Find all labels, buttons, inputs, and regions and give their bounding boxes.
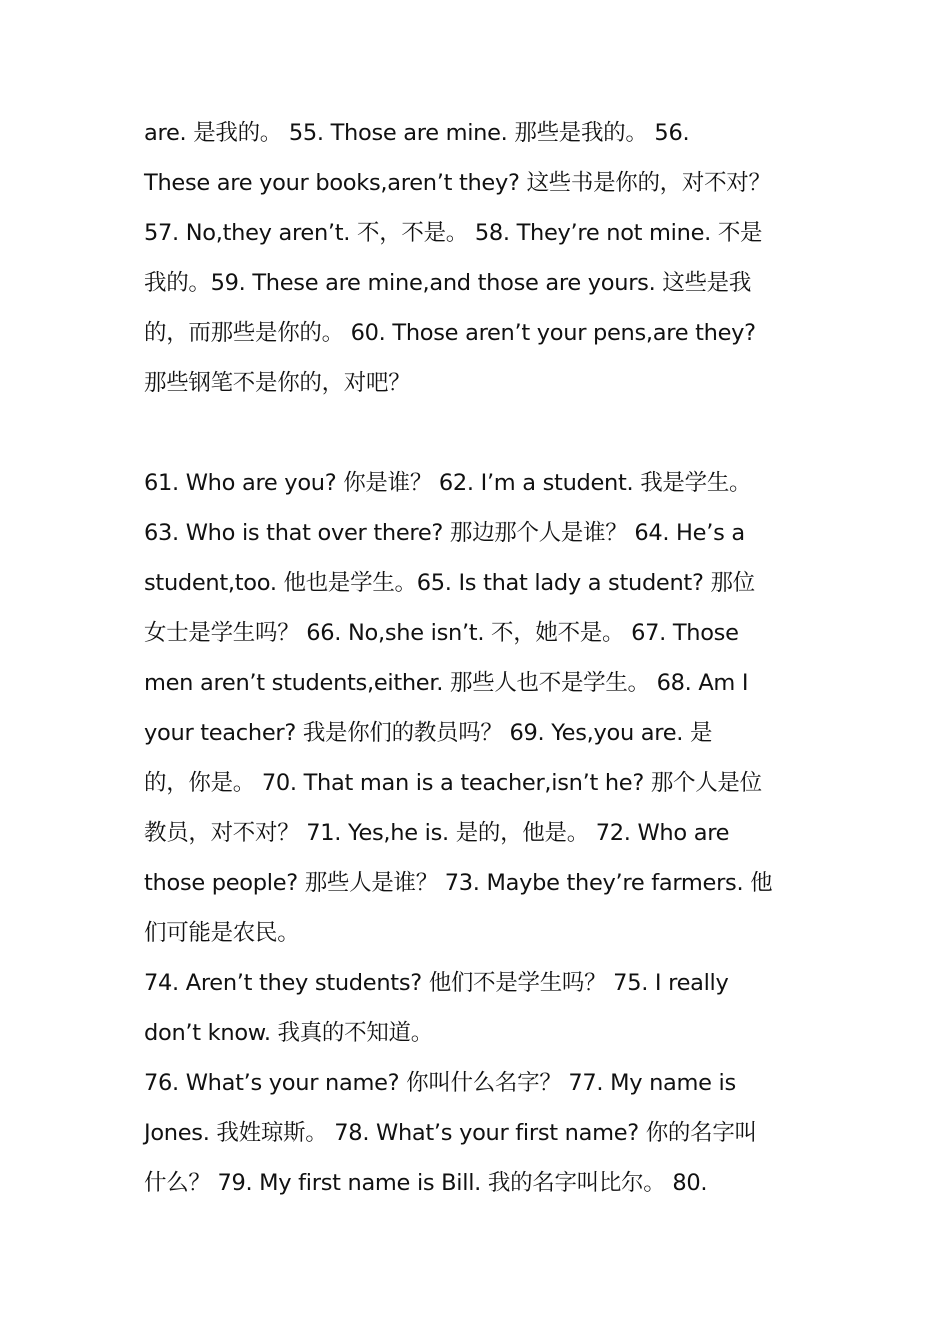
text-line: your teacher? 我是你们的教员吗？ 69. Yes,you are. 是 [144, 720, 713, 746]
text-line: 那些钢笔不是你的，对吧？ [144, 370, 411, 396]
text-line: are. 是我的。 55. Those are mine. 那些是我的。 56. [144, 120, 690, 146]
text-line: 57. No,they aren’t. 不，不是。 58. They’re not mine. 不是 [144, 220, 763, 246]
text-line: 的，你是。 70. That man is a teacher,isn’t he? 那个人是位 [144, 770, 762, 796]
text-line: men aren’t students,either. 那些人也不是学生。 68. Am I [144, 670, 749, 696]
text-line: Jones. 我姓琼斯。 78. What’s your first name? 你的名字叫 [144, 1120, 757, 1146]
text-line: These are your books,aren’t they? 这些书是你的，对不对？ [144, 170, 771, 196]
text-line: 我的。59. These are mine,and those are yours. 这些是我 [144, 270, 752, 296]
blank-line [144, 408, 814, 458]
text-line: 61. Who are you? 你是谁？ 62. I’m a student. 我是学生。 [144, 470, 752, 496]
text-line: don’t know. 我真的不知道。 [144, 1020, 433, 1046]
document-body [144, 108, 814, 1208]
text-line: 们可能是农民。 [144, 920, 300, 946]
text-line: 的，而那些是你的。 60. Those aren’t your pens,are they? [144, 320, 756, 346]
text-line: those people? 那些人是谁？ 73. Maybe they’re farmers. 他 [144, 870, 773, 896]
text-line: 女士是学生吗？ 66. No,she isn’t. 不，她不是。 67. Those [144, 620, 739, 646]
text-line: student,too. 他也是学生。65. Is that lady a student? 那位 [144, 570, 755, 596]
text-line: 63. Who is that over there? 那边那个人是谁？ 64. He’s a [144, 520, 745, 546]
text-line: 74. Aren’t they students? 他们不是学生吗？ 75. I really [144, 970, 729, 996]
text-line: 76. What’s your name? 你叫什么名字？ 77. My name is [144, 1070, 736, 1096]
text-line: 教员，对不对？ 71. Yes,he is. 是的，他是。 72. Who are [144, 820, 730, 846]
text-line: 什么？ 79. My first name is Bill. 我的名字叫比尔。 80. [144, 1170, 708, 1196]
